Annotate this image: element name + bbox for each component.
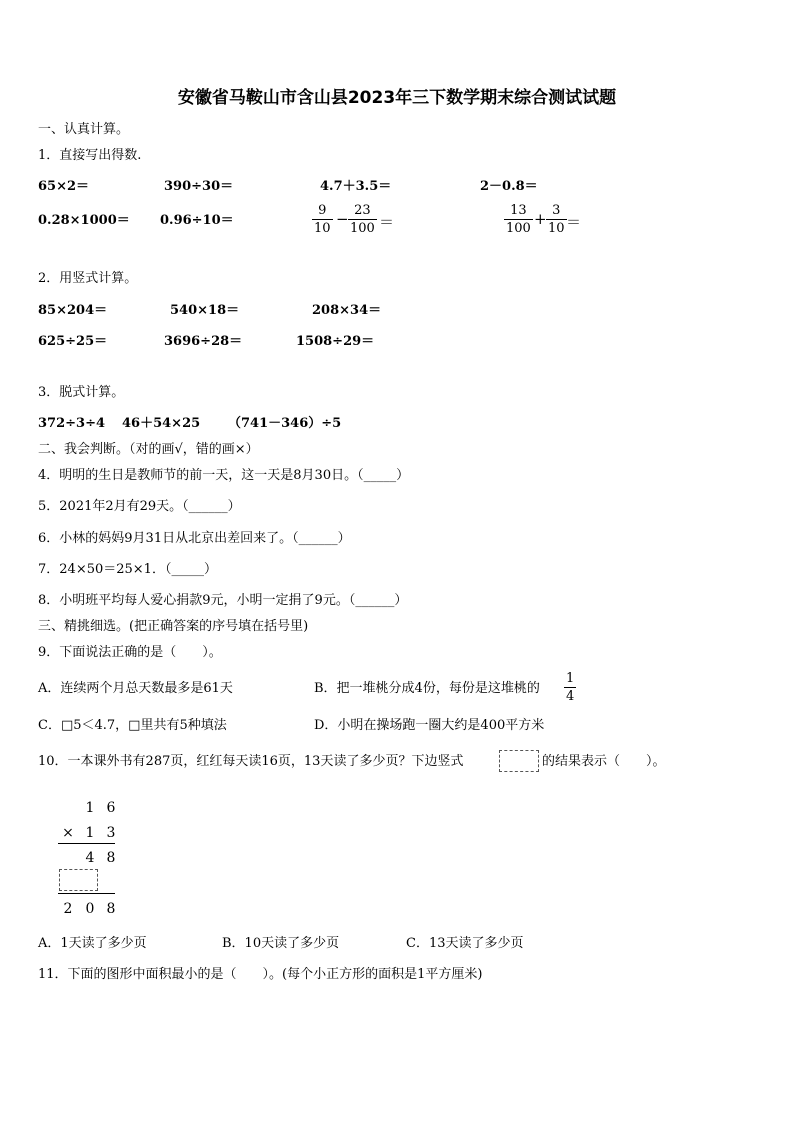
q10-label-after: 的结果表示（ ）。: [542, 754, 666, 769]
fraction-denominator: 100: [350, 221, 375, 236]
section3-heading: 三、精挑细选。(把正确答案的序号填在括号里): [38, 619, 309, 634]
q9-option-d: D．小明在操场跑一圈大约是400平方米: [314, 718, 545, 733]
calc-digit: 2: [63, 901, 73, 917]
times-sign: ×: [62, 825, 74, 841]
section1-heading: 一、认真计算。: [38, 122, 130, 137]
fraction-denominator: 10: [548, 221, 565, 236]
q2-item: 85×204＝: [38, 303, 108, 318]
fraction-denominator: 4: [566, 689, 575, 704]
q3-item: （741－346）÷5: [228, 416, 342, 431]
fraction-numerator: 13: [510, 203, 527, 218]
q1-item: 0.28×1000＝: [38, 213, 130, 228]
minus-sign: −: [336, 210, 349, 228]
section2-heading: 二、我会判断。（对的画√，错的画×）: [38, 442, 259, 457]
q3-item: 46＋54×25: [122, 416, 201, 431]
equals-sign: ＝: [566, 213, 582, 231]
calc-digit: 8: [106, 901, 116, 917]
calc-line: [58, 843, 115, 844]
plus-sign: +: [534, 210, 547, 228]
calc-digit: 0: [85, 901, 95, 917]
q2-item: 1508÷29＝: [296, 334, 375, 349]
fraction-denominator: 10: [314, 221, 331, 236]
q10-label-before: 10．一本课外书有287页，红红每天读16页，13天读了多少页？下边竖式: [38, 754, 464, 769]
q1-label: 1．直接写出得数.: [38, 148, 142, 163]
equals-sign: ＝: [379, 213, 395, 231]
judge-item: 6．小林的妈妈9月31日从北京出差回来了。（______）: [38, 531, 351, 546]
q11-label: 11．下面的图形中面积最小的是（ ）。(每个小正方形的面积是1平方厘米): [38, 967, 483, 982]
q9-option-b: B．把一堆桃分成4份，每份是这堆桃的: [314, 681, 540, 696]
q10-option-c: C．13天读了多少页: [406, 936, 524, 951]
fraction-numerator: 23: [354, 203, 371, 218]
calc-digit: 1: [85, 825, 95, 841]
fraction: [546, 202, 567, 237]
q1-item: 2－0.8＝: [480, 179, 538, 194]
judge-item: 8．小明班平均每人爱心捐款9元，小明一定捐了9元。（______）: [38, 593, 408, 608]
dashed-box: [499, 750, 539, 772]
page-title: 安徽省马鞍山市含山县2023年三下数学期末综合测试试题: [177, 88, 617, 108]
fraction: [564, 670, 576, 705]
q9-option-a: A．连续两个月总天数最多是61天: [38, 681, 233, 696]
fraction: [504, 202, 533, 237]
fraction-numerator: 9: [318, 203, 327, 218]
calc-digit: 6: [106, 800, 116, 816]
calc-digit: 1: [85, 800, 95, 816]
judge-item: 5．2021年2月有29天。（______）: [38, 499, 241, 514]
dashed-box: [59, 869, 98, 891]
q3-item: 372÷3÷4: [38, 416, 106, 431]
q2-label: 2．用竖式计算。: [38, 271, 138, 286]
fraction: [348, 202, 377, 237]
q1-item: 0.96÷10＝: [160, 213, 234, 228]
q10-option-a: A．1天读了多少页: [38, 936, 147, 951]
calc-digit: 8: [106, 850, 116, 866]
q2-item: 625÷25＝: [38, 334, 108, 349]
q9-label: 9．下面说法正确的是（ ）。: [38, 645, 222, 660]
q2-item: 3696÷28＝: [164, 334, 243, 349]
q2-item: 208×34＝: [312, 303, 382, 318]
q3-label: 3．脱式计算。: [38, 385, 125, 400]
fraction-numerator: 3: [552, 203, 561, 218]
q2-item: 540×18＝: [170, 303, 240, 318]
q1-item: 4.7＋3.5＝: [320, 179, 392, 194]
judge-item: 4．明明的生日是教师节的前一天，这一天是8月30日。（_____）: [38, 468, 410, 483]
fraction: [312, 202, 333, 237]
q1-item: 65×2＝: [38, 179, 90, 194]
q9-option-c: C．□5＜4.7，□里共有5种填法: [38, 718, 227, 733]
fraction-denominator: 100: [506, 221, 531, 236]
calc-digit: 3: [106, 825, 116, 841]
fraction-numerator: 1: [566, 671, 575, 686]
calc-digit: 4: [85, 850, 95, 866]
q10-option-b: B．10天读了多少页: [222, 936, 340, 951]
q1-item: 390÷30＝: [164, 179, 234, 194]
judge-item: 7．24×50＝25×1．（_____）: [38, 562, 217, 577]
calc-line: [58, 893, 115, 894]
